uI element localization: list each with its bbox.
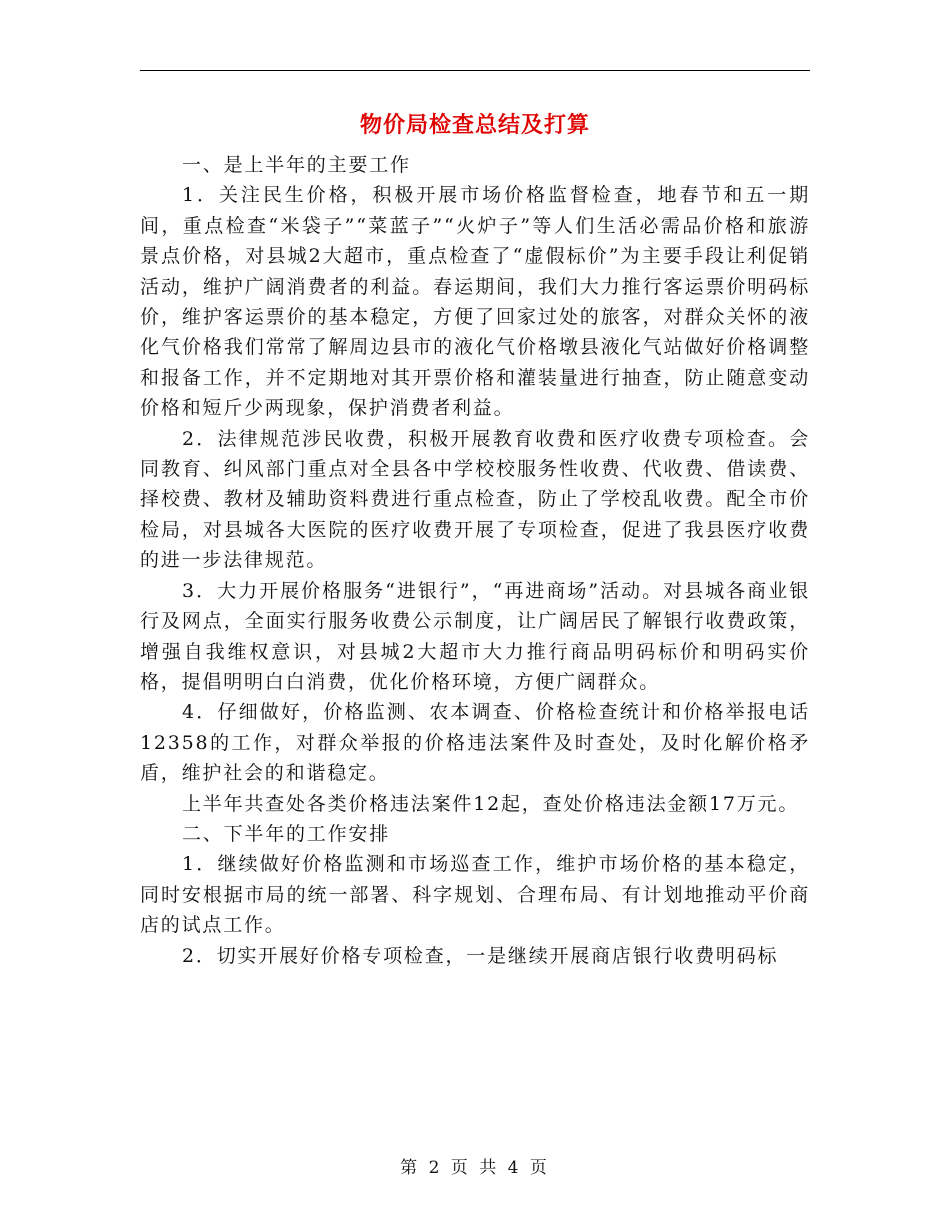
plan-paragraph-2: 2．切实开展好价格专项检查，一是继续开展商店银行收费明码标 bbox=[182, 944, 779, 967]
paragraph-4: 4．仔细做好，价格监测、农本调查、价格检查统计和价格举报电话12358的工作，对群众举报的价格违法案件及时查处，及时化解价格矛盾，维护社会的和谐稳定。 bbox=[140, 701, 810, 785]
document-body bbox=[140, 150, 810, 971]
paragraph-3: 3．大力开展价格服务“进银行”，“再进商场”活动。对县城各商业银行及网点，全面实行服务收费公示制度，让广阔居民了解银行收费政策，增强自我维权意识，对县城2大超市大力推行商品明码标价和明码实价格，提倡明明白白消费，优化价格环境，方便广阔群众。 bbox=[140, 579, 810, 693]
summary-paragraph: 上半年共查处各类价格违法案件12起，查处价格违法金额17万元。 bbox=[182, 792, 800, 815]
section-heading-2: 二、下半年的工作安排 bbox=[182, 822, 391, 845]
paragraph-2: 2．法律规范涉民收费，积极开展教育收费和医疗收费专项检查。会同教育、纠风部门重点对全县各中学校校服务性收费、代收费、借读费、择校费、教材及辅助资料费进行重点检查，防止了学校乱收费。配全市价检局，对县城各大医院的医疗收费开展了专项检查，促进了我县医疗收费的进一步法律规范。 bbox=[140, 427, 810, 572]
page-footer: 第 2 页 共 4 页 bbox=[400, 1158, 550, 1178]
plan-paragraph-1: 1．继续做好价格监测和市场巡查工作，维护市场价格的基本稳定，同时安根据市局的统一部署、科字规划、合理布局、有计划地推动平价商店的试点工作。 bbox=[140, 853, 810, 937]
document-title: 物价局检查总结及打算 bbox=[359, 112, 590, 138]
paragraph-1: 1．关注民生价格，积极开展市场价格监督检查，地春节和五一期间，重点检查“米袋子”“菜蓝子”“火炉子”等人们生活必需品价格和旅游景点价格，对县城2大超市，重点检查了“虚假标价”为主要手段让利促销活动，维护广阔消费者的利益。春运期间，我们大力推行客运票价明码标价，维护客运票价的基本稳定，方便了回家过处的旅客，对群众关怀的液化气价格我们常常了解周边县市的液化气价格墩县液化气站做好价格调整和报备工作，并不定期地对其开票价格和灌装量进行抽查，防止随意变动价格和短斤少两现象，保护消费者利益。 bbox=[140, 184, 810, 420]
section-heading-1: 一、是上半年的主要工作 bbox=[182, 154, 411, 176]
header-rule bbox=[140, 70, 810, 71]
